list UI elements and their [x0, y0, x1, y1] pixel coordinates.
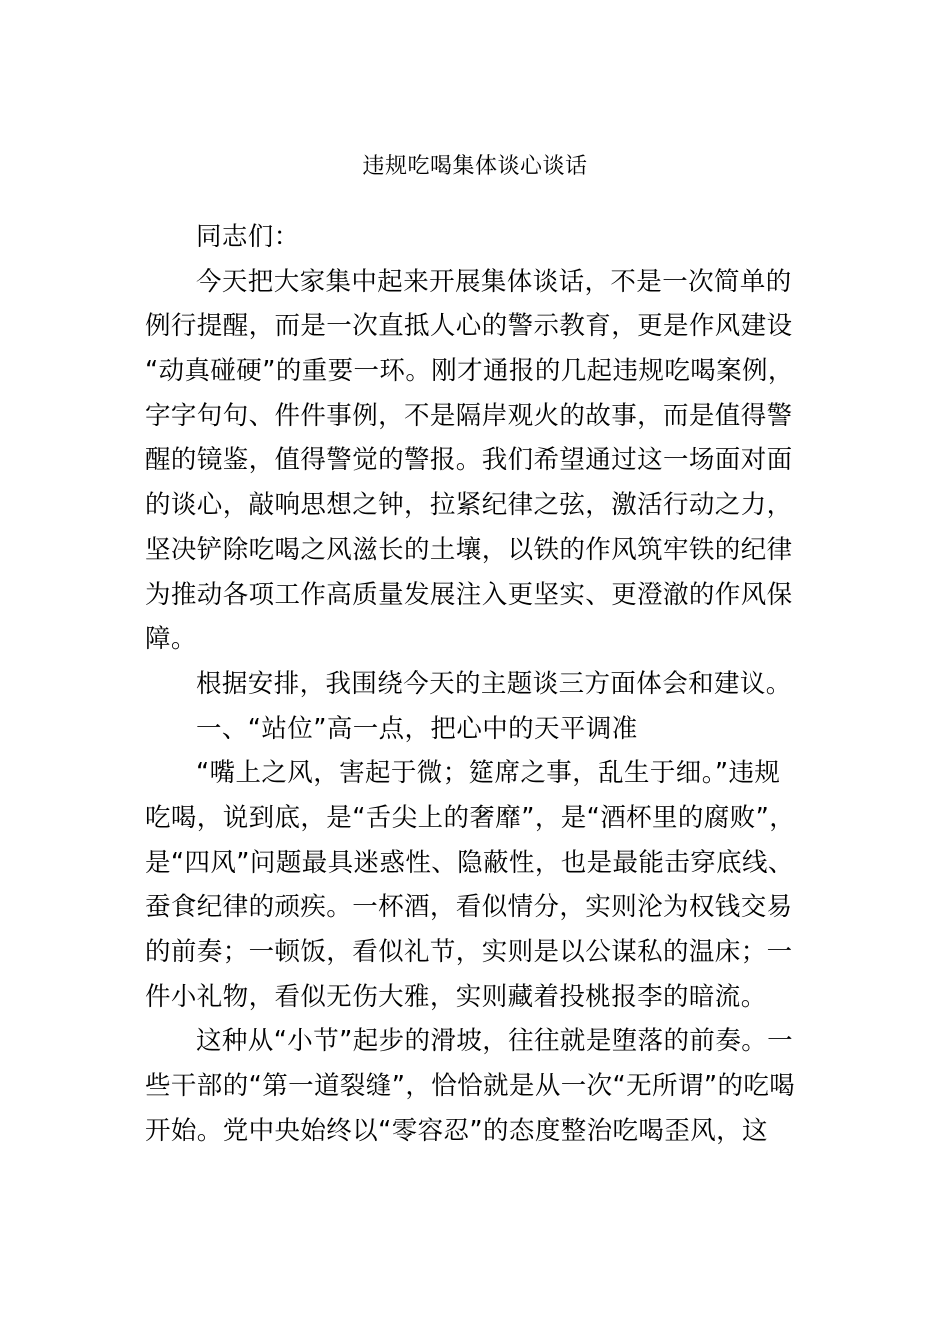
text-line: 这种从“小节”起步的滑坡，往往就是堕落的前奏。一	[196, 1026, 794, 1057]
text-line: 例行提醒，而是一次直抵人心的警示教育，更是作风建设	[145, 311, 793, 342]
text-line: 是“四风”问题最具迷惑性、隐蔽性，也是最能击穿底线、	[145, 847, 794, 878]
text-line: 件小礼物，看似无伤大雅，实则藏着投桃报李的暗流。	[145, 981, 767, 1012]
document-title: 违规吃喝集体谈心谈话	[362, 154, 588, 179]
text-line: 些干部的“第一道裂缝”，恰恰就是从一次“无所谓”的吃喝	[145, 1071, 796, 1102]
text-line: 醒的镜鉴，值得警觉的警报。我们希望通过这一场面对面	[145, 445, 793, 476]
text-line: 蚕食纪律的顽疾。一杯酒，看似情分，实则沦为权钱交易	[145, 892, 793, 923]
text-line: 一、“站位”高一点，把心中的天平调准	[196, 713, 638, 744]
text-line: 同志们：	[196, 222, 300, 252]
text-line: “动真碰硬”的重要一环。刚才通报的几起违规吃喝案例，	[145, 356, 794, 387]
text-line: 为推动各项工作高质量发展注入更坚实、更澄澈的作风保	[145, 579, 793, 610]
text-line: 坚决铲除吃喝之风滋长的土壤，以铁的作风筑牢铁的纪律	[145, 534, 793, 565]
text-line: 的谈心，敲响思想之钟，拉紧纪律之弦，激活行动之力，	[145, 490, 793, 521]
text-line: 障。	[145, 624, 197, 655]
text-line: 的前奏；一顿饭，看似礼节，实则是以公谋私的温床；一	[145, 937, 793, 967]
document-body	[145, 215, 825, 1153]
text-line: 今天把大家集中起来开展集体谈话，不是一次简单的	[196, 266, 792, 297]
text-line: 开始。党中央始终以“零容忍”的态度整治吃喝歪风，这	[145, 1115, 768, 1146]
text-line: “嘴上之风，害起于微；筵席之事，乱生于细。”违规	[196, 758, 781, 789]
text-line: 字字句句、件件事例，不是隔岸观火的故事，而是值得警	[145, 400, 793, 431]
text-line: 吃喝，说到底，是“舌尖上的奢靡”，是“酒杯里的腐败”，	[145, 802, 796, 833]
text-line: 根据安排，我围绕今天的主题谈三方面体会和建议。	[196, 668, 792, 699]
